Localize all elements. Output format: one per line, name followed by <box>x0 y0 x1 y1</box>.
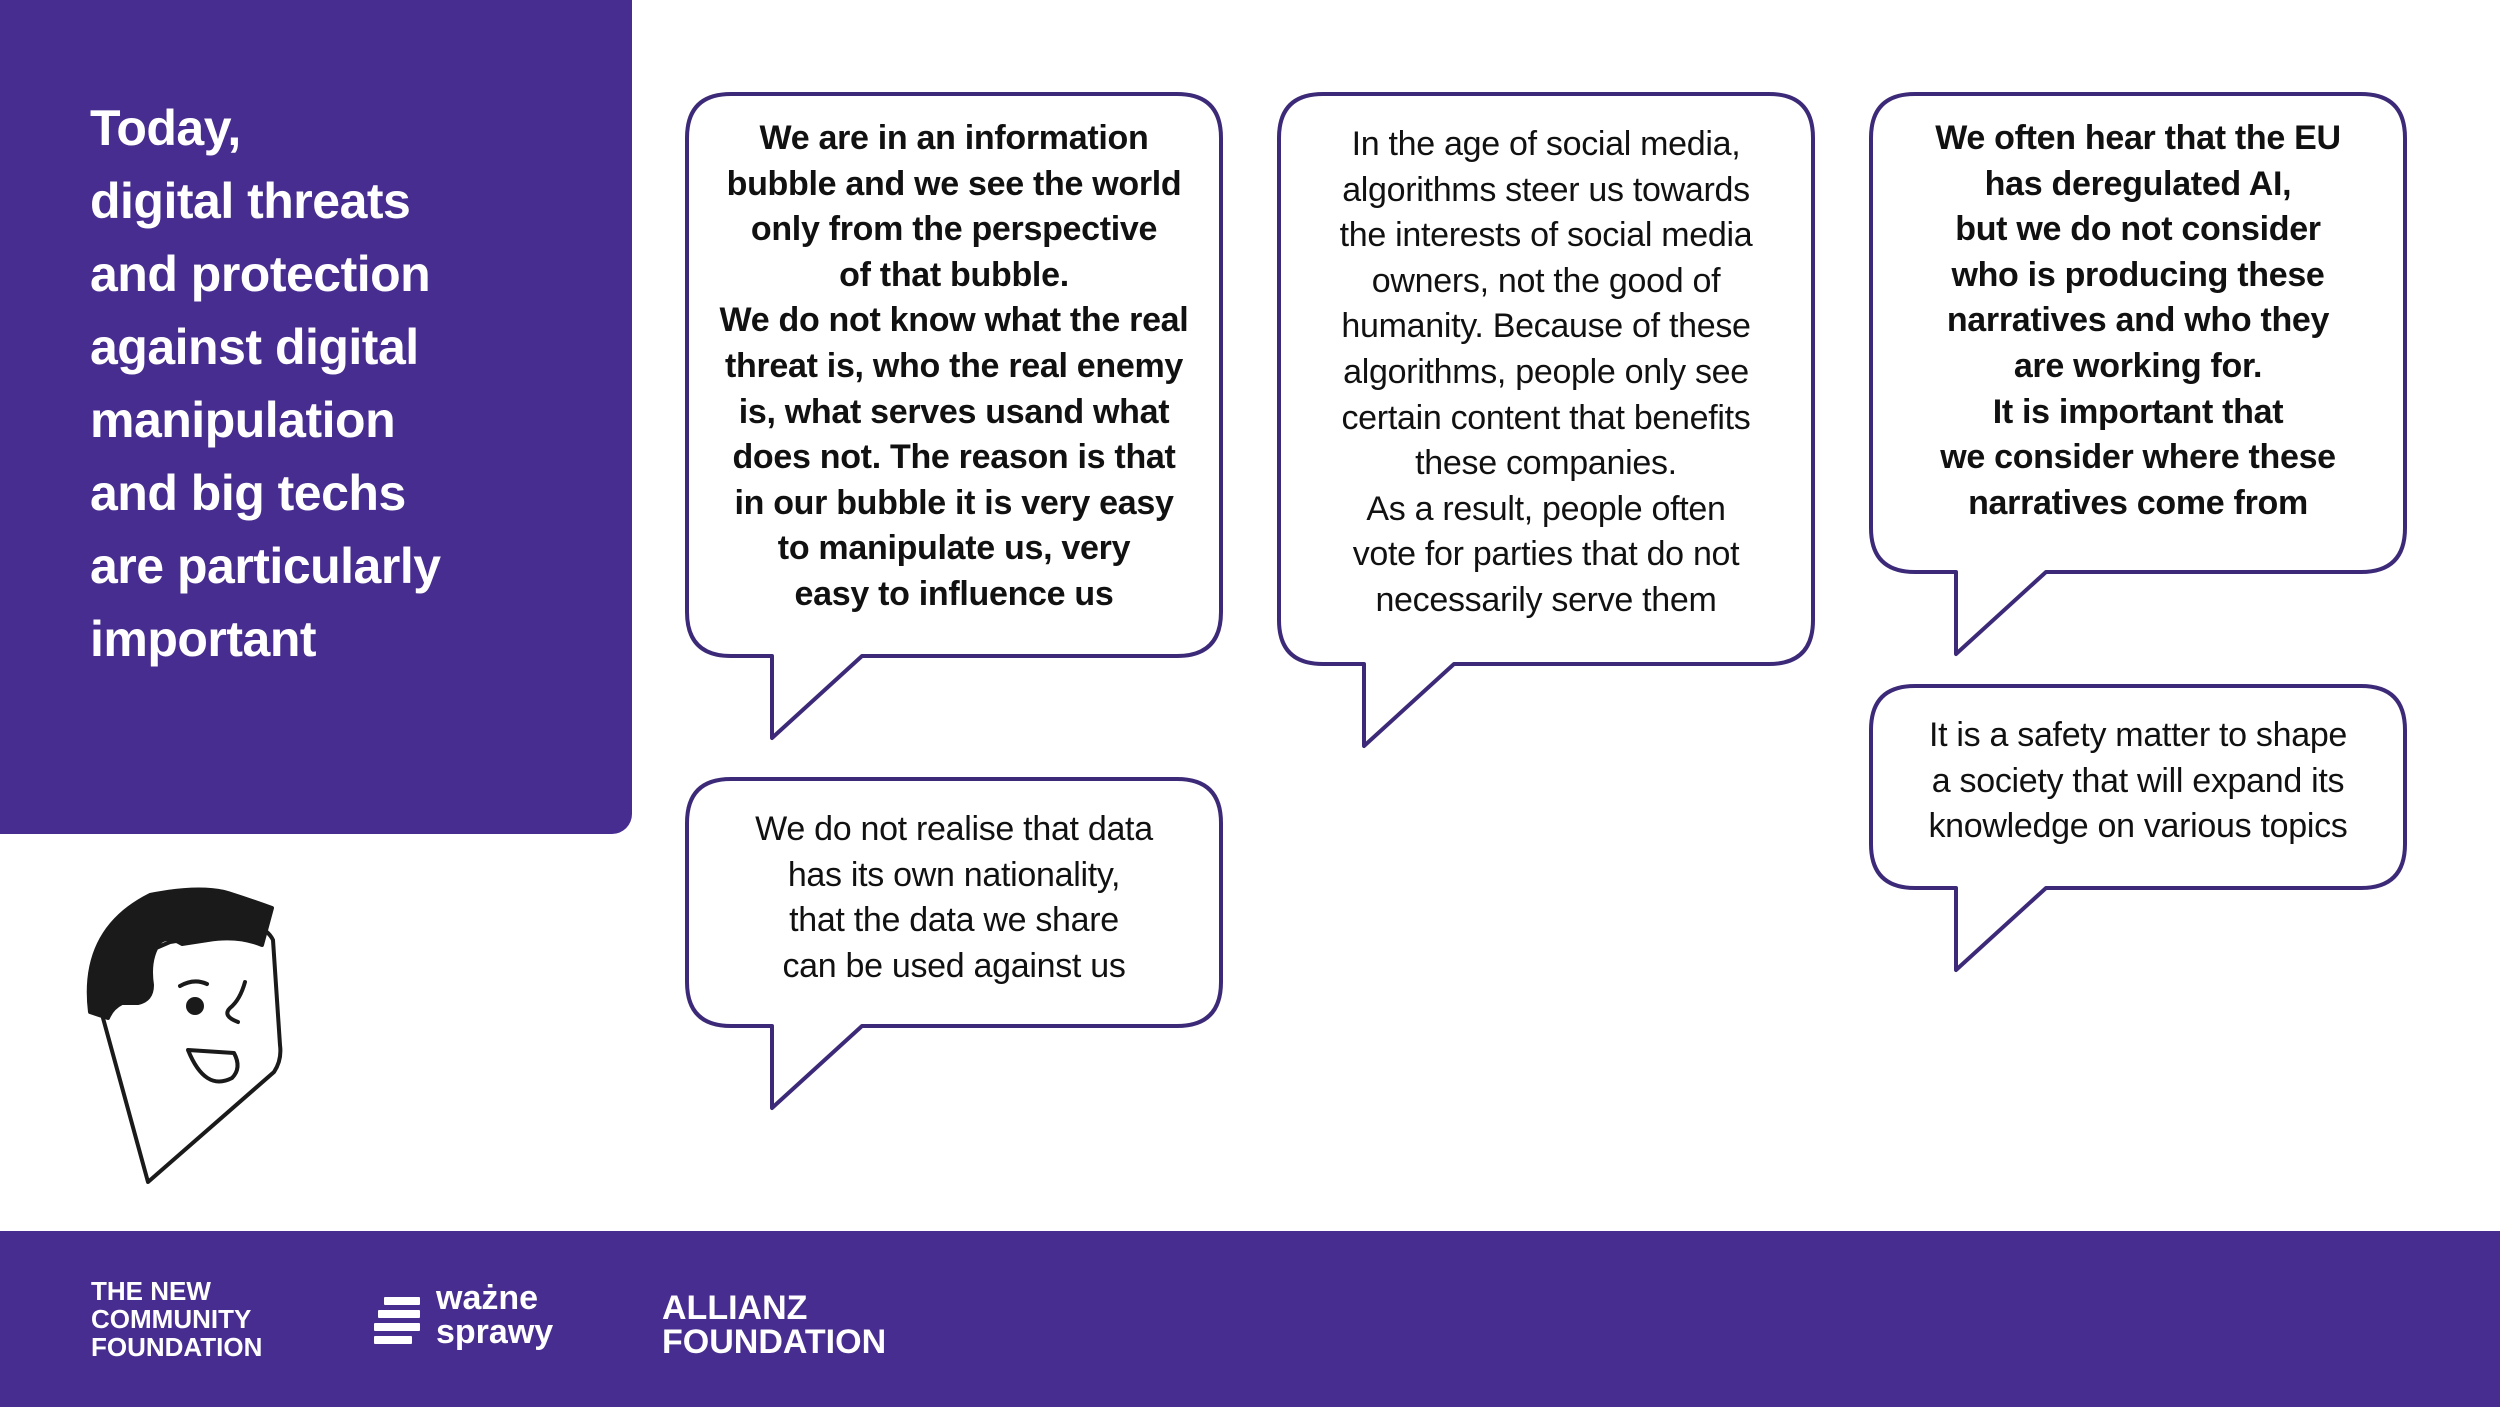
bubble-line: bubble and we see the world <box>726 164 1182 203</box>
bubble-line: that the data we share <box>789 901 1119 940</box>
bubble-line: algorithms, people only see <box>1343 352 1749 391</box>
bubble-2-text <box>687 807 1221 989</box>
bubble-line: can be used against us <box>782 946 1126 985</box>
bubble-line: narratives and who they <box>1946 301 2330 340</box>
bubble-line: It is important that <box>1992 392 2284 431</box>
logo-line: THE NEW <box>91 1276 211 1306</box>
headline-line: Today, <box>90 100 241 156</box>
bubble-line: but we do not consider <box>1955 210 2321 249</box>
headline-line: manipulation <box>90 392 396 448</box>
bubble-line: we consider where these <box>1940 438 2336 477</box>
bubble-line: vote for parties that do not <box>1352 535 1740 574</box>
bubble-line: In the age of social media, <box>1351 125 1741 163</box>
bubble-line: is, what serves usand what <box>738 392 1170 431</box>
bubble-line: knowledge on various topics <box>1928 807 2348 846</box>
bubble-line: in our bubble it is very easy <box>734 483 1174 522</box>
logo-line: FOUNDATION <box>662 1323 887 1361</box>
wazne-sprawy-wordmark <box>436 1281 553 1349</box>
bubble-line: to manipulate us, very <box>777 529 1131 568</box>
bubble-line: We are in an information <box>759 119 1149 157</box>
bubble-line: We do not know what the real <box>719 301 1189 340</box>
bubble-line: these companies. <box>1415 444 1677 483</box>
bubble-line: certain content that benefits <box>1341 398 1751 437</box>
headline-line: and protection <box>90 246 431 302</box>
bubble-line: algorithms steer us towards <box>1342 170 1750 209</box>
logo-line: COMMUNITY <box>91 1304 252 1334</box>
logo-line: ważne <box>436 1279 539 1317</box>
bubble-line: of that bubble. <box>839 255 1069 294</box>
bubble-4-text <box>1871 116 2405 526</box>
allianz-foundation-logo <box>662 1291 886 1359</box>
bubble-line: has deregulated AI, <box>1984 164 2292 203</box>
bubble-line: narratives come from <box>1968 483 2308 522</box>
bubble-5-text <box>1871 713 2405 850</box>
bubble-line: who is producing these <box>1951 255 2325 294</box>
logo-line: sprawy <box>436 1313 554 1351</box>
logo-line: FOUNDATION <box>91 1332 263 1362</box>
headline-line: against digital <box>90 319 419 375</box>
headline-line: and big techs <box>90 465 406 521</box>
bubble-line: does not. The reason is that <box>732 438 1176 477</box>
bubble-line: owners, not the good of <box>1371 261 1721 300</box>
bubble-line: necessarily serve them <box>1375 580 1717 619</box>
headline-line: digital threats <box>90 173 411 229</box>
bubble-line: We do not realise that data <box>755 810 1153 848</box>
logo-line: ALLIANZ <box>662 1289 808 1327</box>
bubble-line: a society that will expand its <box>1931 761 2345 800</box>
bubble-line: are working for. <box>2013 346 2263 385</box>
bubble-line: threat is, who the real enemy <box>724 346 1183 385</box>
bubble-line: It is a safety matter to shape <box>1928 716 2348 754</box>
stacked-bars-icon <box>374 1297 422 1345</box>
bubble-line: easy to influence us <box>794 574 1114 613</box>
headline-line: important <box>90 611 317 667</box>
bubble-1-text <box>687 116 1221 618</box>
bubble-line: the interests of social media <box>1339 216 1753 255</box>
bubble-line: only from the perspective <box>750 210 1158 249</box>
bubble-line: has its own nationality, <box>787 855 1121 894</box>
headline-line: are particularly <box>90 538 441 594</box>
smiling-man-face-icon <box>89 889 281 1182</box>
bubble-line: We often hear that the EU <box>1935 119 2341 157</box>
footer <box>0 1231 2500 1407</box>
bubble-line: As a result, people often <box>1366 489 1726 528</box>
bubble-line: humanity. Because of these <box>1341 307 1751 346</box>
new-community-foundation-logo <box>91 1277 262 1361</box>
bubble-3-text <box>1279 122 1813 624</box>
